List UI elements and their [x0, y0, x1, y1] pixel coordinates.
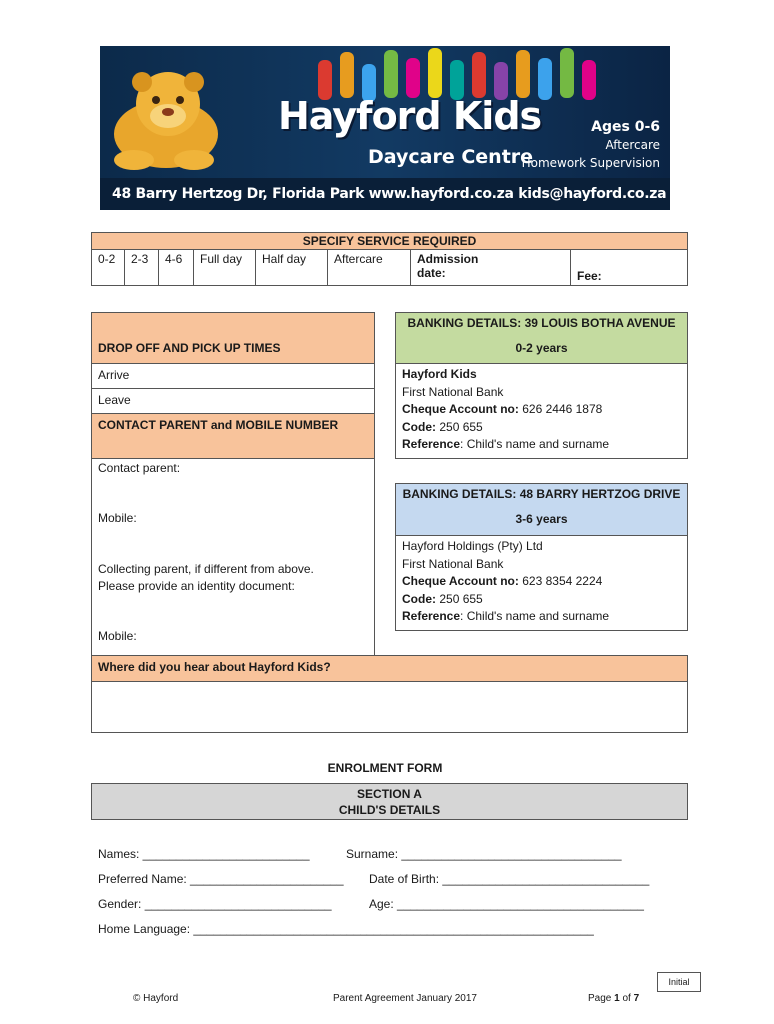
bank2-code-label: Code: — [402, 591, 436, 606]
service-option-0-2[interactable]: 0-2 — [92, 249, 125, 285]
bank2-ages: 3-6 years — [515, 512, 568, 526]
fee-field[interactable] — [571, 249, 688, 285]
service-option-4-6[interactable]: 4-6 — [159, 249, 194, 285]
bank1-acc-number: 626 2446 1878 — [522, 402, 603, 416]
footer-page-number — [588, 993, 639, 1004]
gender-field[interactable]: Gender: ____________________________ — [98, 897, 332, 911]
service-header: SPECIFY SERVICE REQUIRED — [91, 232, 688, 250]
date-label: date: — [417, 266, 446, 280]
bank2-bank-name: First National Bank — [402, 556, 504, 571]
date-of-birth-field[interactable]: Date of Birth: _______________________________ — [369, 872, 650, 886]
brand-name: Hayford Kids — [278, 94, 542, 138]
bank1-ages: 0-2 years — [515, 341, 568, 355]
contact-title: CONTACT PARENT and MOBILE NUMBER — [98, 418, 339, 432]
footer-copyright: © Hayford — [133, 993, 179, 1004]
footer-document-title: Parent Agreement January 2017 — [333, 993, 477, 1004]
leave-field[interactable] — [91, 388, 375, 414]
section-a-label: SECTION A — [357, 787, 422, 801]
leave-label: Leave — [98, 393, 131, 407]
bank2-ref-value: : Child's name and surname — [460, 609, 610, 623]
mobile-label-1[interactable]: Mobile: — [98, 511, 137, 525]
mobile-label-2[interactable]: Mobile: — [98, 629, 137, 643]
section-a-subtitle: CHILD'S DETAILS — [338, 803, 441, 817]
collecting-parent-line-1: Collecting parent, if different from above. — [98, 562, 314, 576]
surname-field[interactable]: Surname: _________________________________ — [346, 847, 622, 861]
arrive-label: Arrive — [98, 368, 130, 382]
bank2-code: 250 655 — [439, 591, 483, 606]
banner-contact-line: 48 Barry Hertzog Dr, Florida Park www.hayford.co.za kids@hayford.co.za 011 472 6547 — [100, 178, 670, 210]
fee-label: Fee: — [577, 269, 602, 283]
banner-ages: Ages 0-6 — [591, 119, 660, 135]
hear-answer-field[interactable] — [91, 681, 688, 733]
banner-aftercare: Aftercare — [605, 138, 660, 152]
bank1-details — [395, 363, 688, 459]
bank1-ref-value: : Child's name and surname — [460, 437, 610, 451]
service-option-half-day[interactable]: Half day — [256, 249, 328, 285]
home-language-field[interactable]: Home Language: ____________________________________________________________ — [98, 922, 594, 936]
page-prefix: Page — [588, 993, 612, 1004]
initial-box[interactable]: Initial — [657, 972, 701, 992]
bank2-title: BANKING DETAILS: 48 BARRY HERTZOG DRIVE — [402, 487, 681, 501]
bank1-acc-label: Cheque Account no: — [402, 402, 519, 416]
bank1-bank-name: First National Bank — [402, 384, 504, 399]
bank2-header — [395, 483, 688, 536]
header-banner — [100, 46, 774, 210]
service-option-full-day[interactable]: Full day — [194, 249, 256, 285]
bank2-acc-number: 623 8354 2224 — [522, 574, 603, 588]
bank1-ref-label: Reference — [402, 437, 461, 451]
bank2-details — [395, 535, 688, 631]
arrive-field[interactable] — [91, 363, 375, 389]
brand-subtitle: Daycare Centre — [368, 146, 534, 168]
admission-date-field[interactable] — [411, 249, 571, 285]
service-row — [91, 249, 688, 286]
preferred-name-field[interactable]: Preferred Name: _______________________ — [98, 872, 344, 886]
banner-services — [522, 118, 660, 172]
service-option-aftercare[interactable]: Aftercare — [328, 249, 411, 285]
enrolment-title: ENROLMENT FORM — [327, 761, 443, 775]
contact-header — [91, 413, 375, 459]
bank1-code-label: Code: — [402, 419, 436, 434]
banner-homework: Homework Supervision — [521, 156, 660, 170]
hear-header — [91, 655, 688, 682]
contact-parent-label[interactable]: Contact parent: — [98, 461, 181, 475]
dropoff-title: DROP OFF AND PICK UP TIMES — [98, 341, 281, 355]
dropoff-header — [91, 312, 375, 364]
age-field[interactable]: Age: _____________________________________ — [369, 897, 644, 911]
admission-label: Admission — [417, 252, 479, 266]
bank2-account-name: Hayford Holdings (Pty) Ltd — [402, 539, 543, 553]
bank2-ref-label: Reference — [402, 609, 461, 623]
bank2-acc-label: Cheque Account no: — [402, 574, 519, 588]
hear-question: Where did you hear about Hayford Kids? — [98, 660, 331, 674]
bank1-header — [395, 312, 688, 364]
bank1-title: BANKING DETAILS: 39 LOUIS BOTHA AVENUE — [407, 316, 676, 330]
page-of: of — [622, 993, 631, 1004]
page-total: 7 — [633, 993, 640, 1004]
lion-cub-illustration — [106, 64, 226, 174]
page-current: 1 — [614, 993, 620, 1004]
section-a-header — [91, 783, 688, 820]
collecting-parent-line-2[interactable]: Please provide an identity document: — [98, 579, 295, 593]
contact-area — [91, 458, 375, 656]
service-option-2-3[interactable]: 2-3 — [125, 249, 159, 285]
names-field[interactable]: Names: _________________________ — [98, 847, 310, 861]
bank1-code: 250 655 — [439, 419, 483, 434]
bank1-account-name: Hayford Kids — [402, 367, 477, 381]
